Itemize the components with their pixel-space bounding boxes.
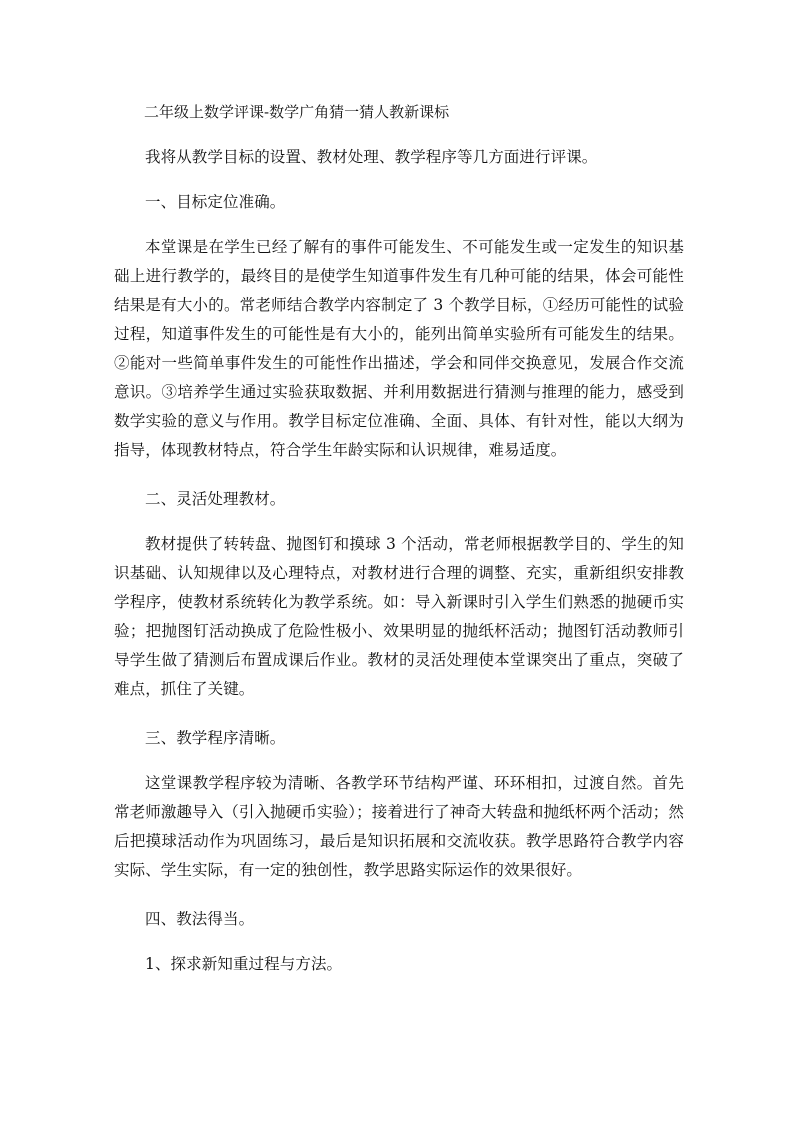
- section1-heading: 一、目标定位准确。: [145, 193, 286, 211]
- section4-subheading: 1、探求新知重过程与方法。: [145, 955, 343, 973]
- document-body: [114, 98, 684, 979]
- section1-body: 本堂课是在学生已经了解有的事件可能发生、不可能发生或一定发生的知识基础上进行教学的，最终目的是使学生知道事件发生有几种可能的结果，体会可能性结果是有大小的。常老师结合教学内容制定了 3 个教学目标，①经历可能性的试验过程，知道事件发生的可能性是有大小的，能列出简单实验所有可能发生的结果。②能对一些简单事件发生的可能性作出描述，学会和同伴交换意见，发展合作交流意识。③培养学生通过实验获取数据、并利用数据进行猜测与推理的能力，感受到数学实验的意义与作用。教学目标定位准确、全面、具体、有针对性，能以大纲为指导，体现教材特点，符合学生年龄实际和认识规律，难易适度。: [114, 238, 684, 459]
- section4-heading: 四、教法得当。: [145, 910, 255, 928]
- section3-body: 这堂课教学程序较为清晰、各教学环节结构严谨、环环相扣，过渡自然。首先常老师激趣导入（引入抛硬币实验）；接着进行了神奇大转盘和抛纸杯两个活动；然后把摸球活动作为巩固练习，最后是知识拓展和交流收获。教学思路符合教学内容实际、学生实际，有一定的独创性，教学思路实际运作的效果很好。: [114, 774, 684, 879]
- section3-heading: 三、教学程序清晰。: [145, 729, 286, 747]
- section2-body: 教材提供了转转盘、抛图钉和摸球 3 个活动，常老师根据教学目的、学生的知识基础、认知规律以及心理特点，对教材进行合理的调整、充实，重新组织安排教学程序，使教材系统转化为教学系统。如：导入新课时引入学生们熟悉的抛硬币实验；把抛图钉活动换成了危险性极小、效果明显的抛纸杯活动；抛图钉活动教师引导学生做了猜测后布置成课后作业。教材的灵活处理使本堂课突出了重点，突破了难点，抓住了关键。: [114, 535, 684, 698]
- section2-heading: 二、灵活处理教材。: [145, 490, 286, 508]
- intro-paragraph: 我将从教学目标的设置、教材处理、教学程序等几方面进行评课。: [145, 148, 598, 166]
- document-title: 二年级上数学评课-数学广角猜一猜人教新课标: [144, 103, 450, 121]
